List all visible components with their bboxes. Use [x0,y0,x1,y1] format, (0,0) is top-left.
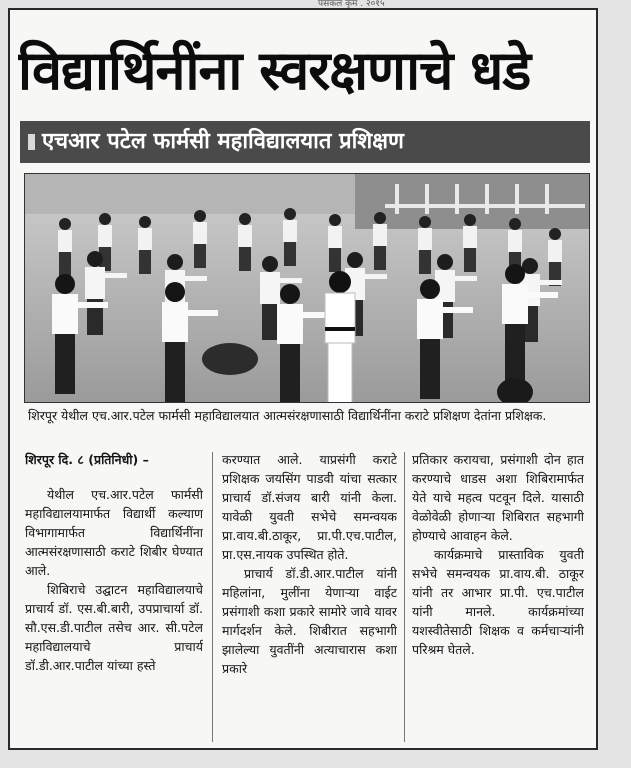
article-paragraph: करण्यात आले. याप्रसंगी कराटे प्रशिक्षक जयसिंग पाडवी यांचा सत्कार प्राचार्य डॉ.संजय बारी यांनी केला. यावेळी युवती सभेचे समन्वयक प्रा.वाय.बी.ठाकूर, प्रा.पी.एच.पाटील, प्रा.एस.नायक उपस्थित होते. [222,452,397,562]
article-column-3 [412,450,584,750]
subheadline: एचआर पटेल फार्मसी महाविद्यालयात प्रशिक्षण [42,129,404,154]
seated-person [202,343,258,375]
dateline: शिरपूर दि. ८ (प्रतिनिधी) – [25,452,149,467]
article-paragraph: शिबिराचे उद्घाटन महाविद्यालयाचे प्राचार्य डॉ. एस.बी.बारी, उपप्राचार्या डॉ. सौ.एस.डी.पाटील तसेच आर. सी.पटेल महाविद्यालयाचे प्राचार्य डॉ.डी.आर.पाटील यांच्या हस्ते [25,582,203,673]
article-column-2 [222,450,397,750]
bullet-marker-icon [28,134,35,150]
article-paragraph: प्रतिकार करायचा, प्रसंगाशी दोन हात करण्याचे धाडस अशा शिबिरामार्फत येते याचे महत्व पटवून दिले. यासाठी वेळोवेळी होणाऱ्या शिबिरात सहभागी होण्याचे आवाहन केले. [412,452,584,543]
photo-illustration [25,174,590,403]
article-column-1 [25,450,203,750]
column-divider [404,452,405,742]
article-paragraph: येथील एच.आर.पटेल फार्मसी महाविद्यालयामार्फत विद्यार्थी कल्याण विभागामार्फत विद्यार्थिनींना आत्मसंरक्षणासाठी कराटे शिबीर घेण्यात आले. [25,487,203,578]
column-divider [212,452,213,742]
karate-training-photo [24,173,590,403]
handwritten-note: पसकल कृम . २०१५ [318,0,385,8]
article-paragraph: कार्यक्रमाचे प्रास्ताविक युवती सभेचे समन्वयक प्रा.वाय.बी. ठाकूर यांनी तर आभार प्रा.पी. एच.पाटील यांनी मानले. कार्यक्रमांच्या यशस्वीतेसाठी शिक्षक व कर्मचाऱ्यांनी परिश्रम घेतले. [412,547,584,657]
article-paragraph: प्राचार्य डॉ.डी.आर.पाटील यांनी महिलांना, मुलींना येणाऱ्या वाईट प्रसंगाशी कशा प्रकारे सामोरे जावे यावर मार्गदर्शन केले. शिबीरात सहभागी झालेल्या युवतींनी अत्याचारास कशा प्रकारे [222,566,397,676]
photo-caption: शिरपूर येथील एच.आर.पटेल फार्मसी महाविद्यालयात आत्मसंरक्षणासाठी विद्यार्थिनींना कराटे प्रशिक्षण देतांना प्रशिक्षक. [28,408,547,423]
subheadline-band [20,121,590,163]
headline: विद्यार्थिनींना स्वरक्षणाचे धडे [18,39,531,102]
